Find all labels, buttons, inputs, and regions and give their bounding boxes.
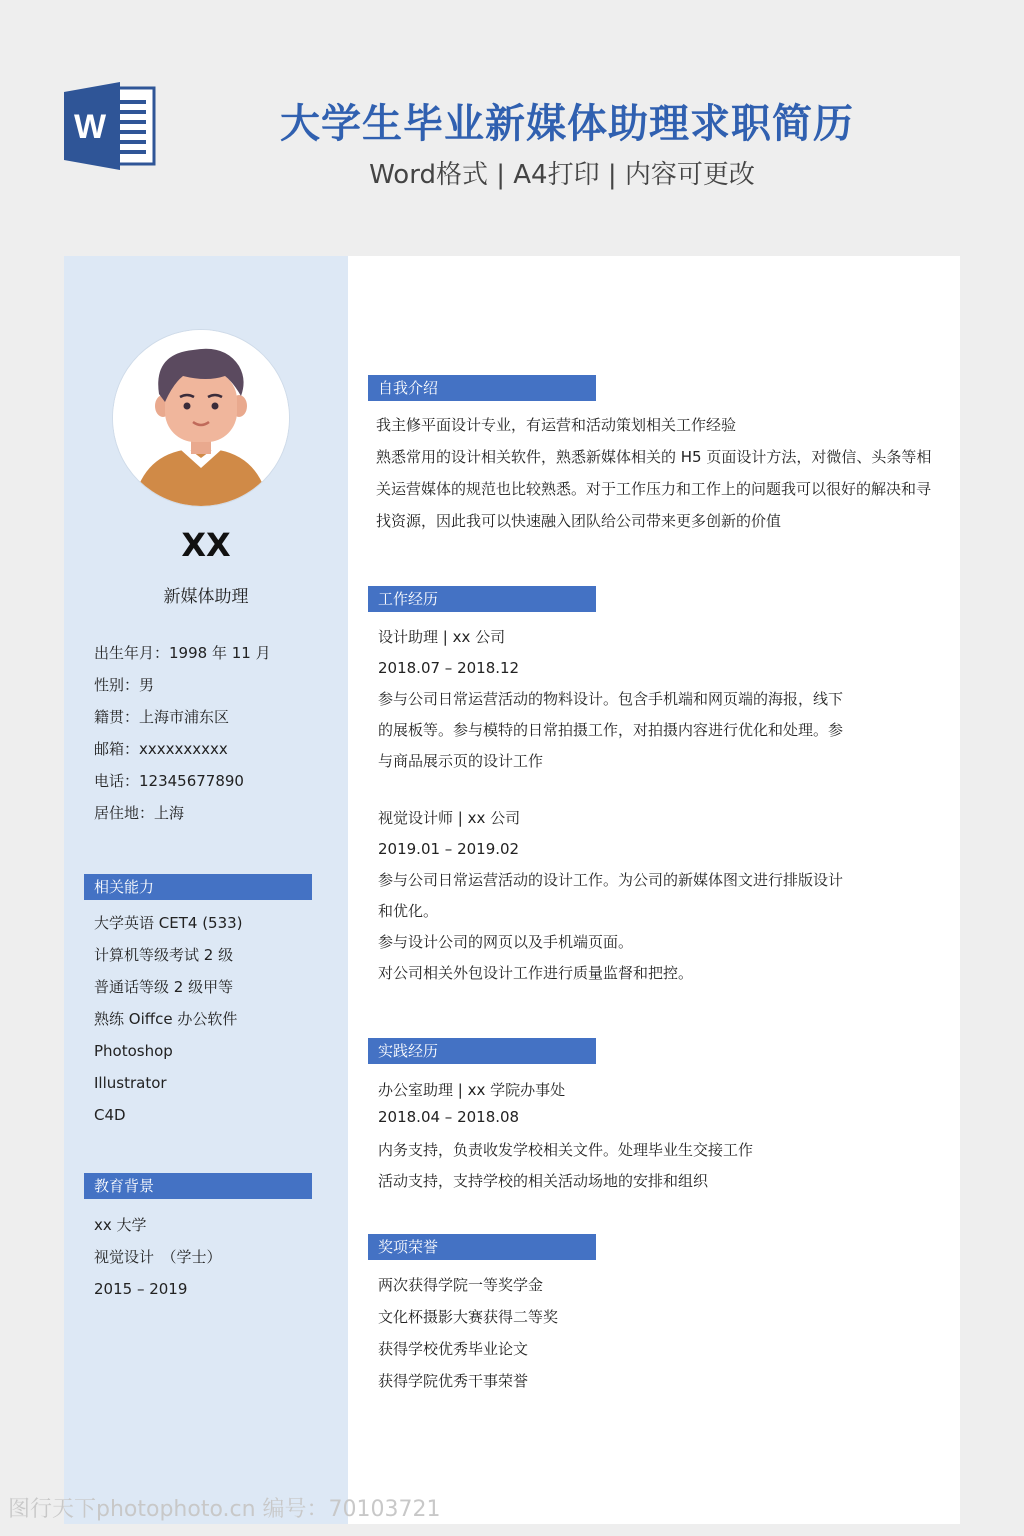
skills-heading: 相关能力	[84, 874, 312, 900]
job-desc: 参与设计公司的网页以及手机端页面。	[378, 933, 634, 951]
list-item: 计算机等级考试 2 级	[94, 946, 234, 964]
practice-period: 2018.04 – 2018.08	[378, 1108, 520, 1126]
list-item: 文化杯摄影大赛获得二等奖	[378, 1308, 559, 1326]
practice-entry	[378, 1079, 938, 1201]
list-item: 视觉设计 （学士）	[94, 1248, 222, 1266]
list-item: 普通话等级 2 级甲等	[94, 978, 234, 996]
info-birth: 出生年月：1998 年 11 月	[94, 644, 271, 662]
intro-line: 熟悉常用的设计相关软件，熟悉新媒体相关的 H5 页面设计方法，对微信、头条等相	[376, 448, 932, 466]
skills-list	[94, 912, 243, 1136]
job-desc: 的展板等。参与模特的日常拍摄工作，对拍摄内容进行优化和处理。参	[378, 721, 844, 739]
avatar-illustration-icon	[113, 330, 289, 506]
job-desc: 和优化。	[378, 902, 439, 920]
resume-page	[64, 256, 960, 1524]
info-residence: 居住地：上海	[94, 804, 185, 822]
job-title: 设计助理 | xx 公司	[378, 628, 506, 646]
page-subtitle: Word格式 | A4打印 | 内容可更改	[369, 160, 755, 190]
education-list	[94, 1214, 222, 1310]
sidebar	[64, 256, 348, 1524]
practice-desc: 活动支持，支持学校的相关活动场地的安排和组织	[378, 1172, 709, 1190]
awards-list	[378, 1274, 938, 1402]
logo-letter: W	[73, 108, 107, 146]
candidate-role: 新媒体助理	[163, 587, 249, 607]
intro-line: 关运营媒体的规范也比较熟悉。对于工作压力和工作上的问题我可以很好的解决和寻	[376, 480, 932, 498]
list-item: 两次获得学院一等奖学金	[378, 1276, 544, 1294]
info-phone: 电话：12345677890	[94, 772, 244, 790]
job-desc: 参与公司日常运营活动的物料设计。包含手机端和网页端的海报，线下	[378, 690, 844, 708]
candidate-name: XX	[181, 526, 231, 564]
job-title: 视觉设计师 | xx 公司	[378, 809, 521, 827]
job-desc: 与商品展示页的设计工作	[378, 752, 544, 770]
list-item: 2015 – 2019	[94, 1280, 188, 1298]
personal-info-list	[94, 642, 271, 834]
intro-text	[376, 414, 936, 542]
work-job-1	[378, 626, 938, 781]
page-title: 大学生毕业新媒体助理求职简历	[280, 101, 854, 147]
list-item: 获得学校优秀毕业论文	[378, 1340, 529, 1358]
intro-line: 找资源，因此我可以快速融入团队给公司带来更多创新的价值	[376, 512, 782, 530]
list-item: Photoshop	[94, 1042, 173, 1060]
practice-desc: 内务支持，负责收发学校相关文件。处理毕业生交接工作	[378, 1141, 754, 1159]
job-period: 2018.07 – 2018.12	[378, 659, 520, 677]
info-hometown: 籍贯：上海市浦东区	[94, 708, 230, 726]
work-job-2	[378, 807, 938, 993]
list-item: 获得学院优秀干事荣誉	[378, 1372, 529, 1390]
list-item: Illustrator	[94, 1074, 167, 1092]
job-period: 2019.01 – 2019.02	[378, 840, 520, 858]
intro-heading: 自我介绍	[368, 375, 596, 401]
watermark: 图行天下photophoto.cn 编号：70103721	[8, 1497, 441, 1522]
practice-title: 办公室助理 | xx 学院办事处	[378, 1081, 566, 1099]
list-item: 熟练 Oiffce 办公软件	[94, 1010, 238, 1028]
info-email: 邮箱：xxxxxxxxxx	[94, 740, 228, 758]
education-heading: 教育背景	[84, 1173, 312, 1199]
list-item: xx 大学	[94, 1216, 147, 1234]
avatar	[113, 330, 289, 506]
job-desc: 参与公司日常运营活动的设计工作。为公司的新媒体图文进行排版设计	[378, 871, 844, 889]
work-heading: 工作经历	[368, 586, 596, 612]
list-item: 大学英语 CET4 (533)	[94, 914, 243, 932]
practice-heading: 实践经历	[368, 1038, 596, 1064]
intro-line: 我主修平面设计专业，有运营和活动策划相关工作经验	[376, 416, 737, 434]
info-gender: 性别：男	[94, 676, 155, 694]
awards-heading: 奖项荣誉	[368, 1234, 596, 1260]
list-item: C4D	[94, 1106, 126, 1124]
job-desc: 对公司相关外包设计工作进行质量监督和把控。	[378, 964, 694, 982]
